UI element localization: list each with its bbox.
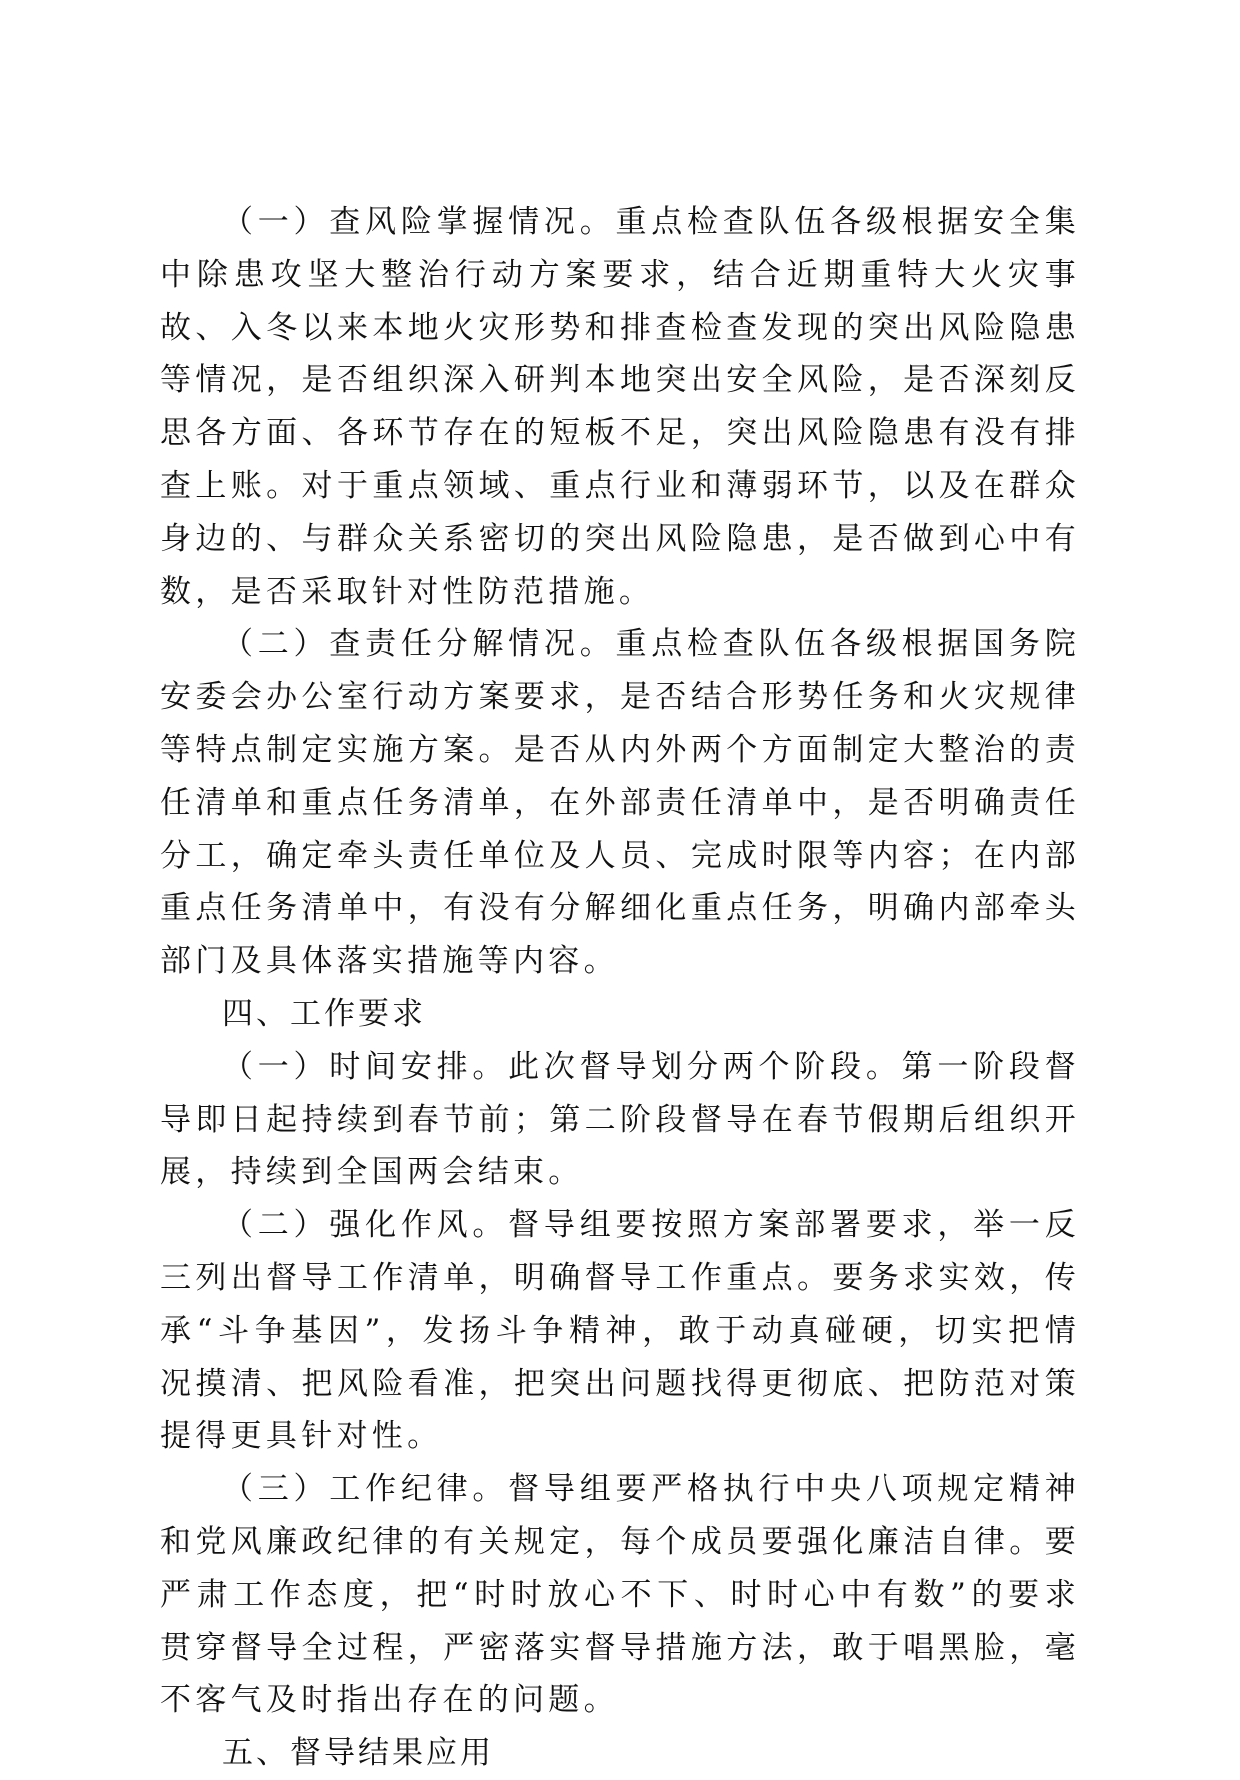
paragraph-check-risk-grasp: （一）查风险掌握情况。重点检查队伍各级根据安全集中除患攻坚大整治行动方案要求，结合近期重特大火灾事故、入冬以来本地火灾形势和排查检查发现的突出风险隐患等情况，是否组织深入研判本地突出安全风险，是否深刻反思各方面、各环节存在的短板不足，突出风险隐患有没有排查上账。对于重点领域、重点行业和薄弱环节，以及在群众身边的、与群众关系密切的突出风险隐患，是否做到心中有数，是否采取针对性防范措施。 — [160, 204, 1080, 610]
paragraph-strengthen-work-style: （二）强化作风。督导组要按照方案部署要求，举一反三列出督导工作清单，明确督导工作重点。要务求实效，传承“斗争基因”，发扬斗争精神，敢于动真碰硬，切实把情况摸清、把风险看准，把突出问题找得更彻底、把防范对策提得更具针对性。 — [160, 1207, 1080, 1455]
paragraph-work-discipline: （三）工作纪律。督导组要严格执行中央八项规定精神和党风廉政纪律的有关规定，每个成员要强化廉洁自律。要严肃工作态度，把“时时放心不下、时时心中有数”的要求贯穿督导全过程，严密落实督导措施方法，敢于唱黑脸，毫不客气及时指出存在的问题。 — [160, 1471, 1080, 1719]
document-page — [160, 196, 1080, 1780]
paragraph-time-arrangement: （一）时间安排。此次督导划分两个阶段。第一阶段督导即日起持续到春节前；第二阶段督导在春节假期后组织开展，持续到全国两会结束。 — [160, 1048, 1080, 1191]
section-heading-result-application: 五、督导结果应用 — [222, 1735, 494, 1772]
section-heading-work-requirements: 四、工作要求 — [222, 995, 426, 1032]
paragraph-check-responsibility-breakdown: （二）查责任分解情况。重点检查队伍各级根据国务院安委会办公室行动方案要求，是否结合形势任务和火灾规律等特点制定实施方案。是否从内外两个方面制定大整治的责任清单和重点任务清单，在外部责任清单中，是否明确责任分工，确定牵头责任单位及人员、完成时限等内容；在内部重点任务清单中，有没有分解细化重点任务，明确内部牵头部门及具体落实措施等内容。 — [160, 626, 1080, 980]
